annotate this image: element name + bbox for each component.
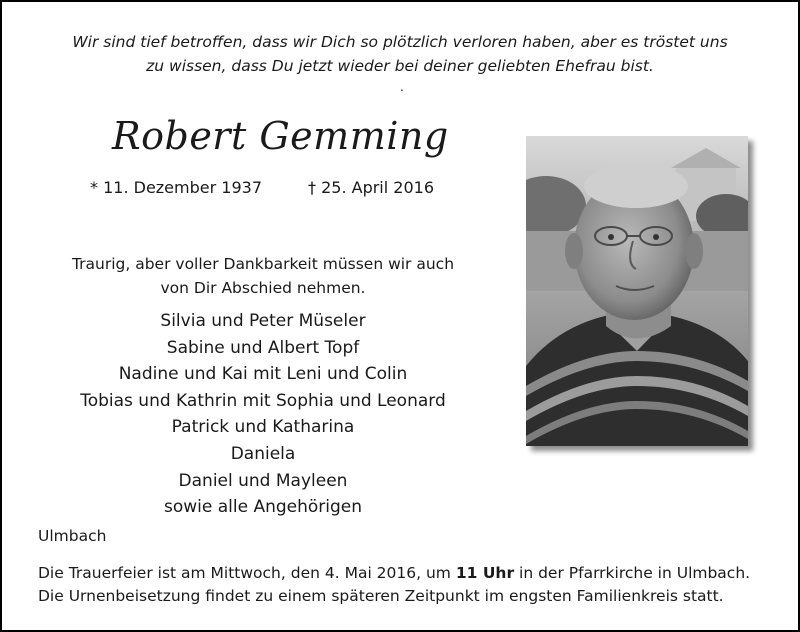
funeral-info [38, 562, 750, 608]
death-date: † 25. April 2016 [308, 178, 434, 197]
quote-line-1: Wir sind tief betroffen, dass wir Dich so plötzlich verloren haben, aber es tröstet uns [72, 33, 728, 51]
quote-line-2: zu wissen, dass Du jetzt wieder bei deiner geliebten Ehefrau bist. [146, 57, 654, 75]
quote [2, 30, 798, 78]
portrait-photo [526, 136, 748, 446]
portrait-photo-image [526, 136, 748, 446]
funeral-line-2: Die Urnenbeisetzung findet zu einem späteren Zeitpunkt im engsten Familienkreis statt. [38, 587, 724, 605]
funeral-time: 11 Uhr [455, 564, 515, 582]
quote-separator-dot: . [400, 80, 404, 94]
family-list [42, 308, 484, 521]
family-member: Patrick und Katharina [171, 417, 355, 438]
place-name: Ulmbach [38, 527, 107, 545]
family-member: Nadine und Kai mit Leni und Colin [118, 364, 408, 385]
family-member: sowie alle Angehörigen [163, 497, 363, 518]
mourning-text [42, 252, 484, 300]
mourning-line-2: von Dir Abschied nehmen. [160, 279, 366, 297]
family-member: Sabine und Albert Topf [166, 337, 360, 358]
family-member: Tobias und Kathrin mit Sophia und Leonard [80, 390, 446, 411]
family-member: Daniela [230, 443, 296, 464]
family-member: Silvia und Peter Müseler [160, 311, 366, 331]
deceased-name: Robert Gemming [112, 114, 449, 158]
funeral-line-1-start: Die Trauerfeier ist am Mittwoch, den 4. Mai 2016, um [38, 564, 451, 582]
birth-date: * 11. Dezember 1937 [90, 178, 262, 197]
family-member: Daniel und Mayleen [178, 470, 348, 491]
funeral-line-1 [38, 562, 750, 585]
mourning-line-1: Traurig, aber voller Dankbarkeit müssen wir auch [71, 255, 455, 273]
funeral-line-1-end: in der Pfarrkirche in Ulmbach. [519, 564, 751, 582]
